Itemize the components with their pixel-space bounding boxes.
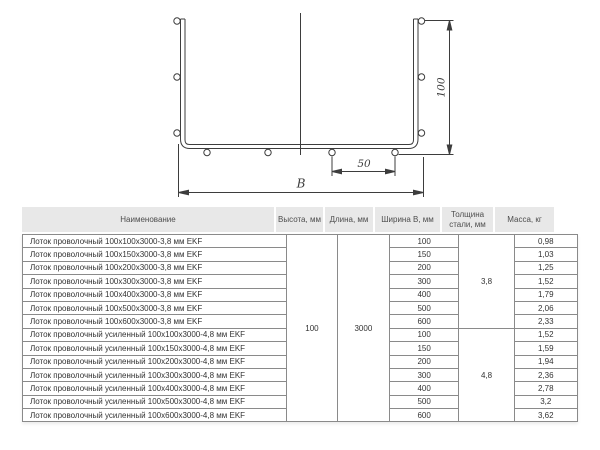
mass-cell: 2,36	[514, 368, 577, 381]
product-name-cell: Лоток проволочный усиленный 100x500x3000-4,8 мм EKF	[23, 395, 287, 408]
width-cell: 150	[389, 248, 459, 261]
product-name-cell: Лоток проволочный 100x500x3000-3,8 мм EKF	[23, 301, 287, 314]
arrow-right-icon	[414, 190, 424, 195]
width-cell: 400	[389, 382, 459, 395]
width-cell: 300	[389, 368, 459, 381]
width-cell: 200	[389, 261, 459, 274]
product-name-cell: Лоток проволочный усиленный 100x200x3000-4,8 мм EKF	[23, 355, 287, 368]
arrow-down-icon	[447, 145, 452, 155]
mass-cell: 2,33	[514, 315, 577, 328]
length-merged-cell: 3000	[337, 235, 389, 422]
width-cell: 150	[389, 342, 459, 355]
tray-outer-contour	[181, 19, 419, 149]
product-name-cell: Лоток проволочный усиленный 100x400x3000-4,8 мм EKF	[23, 382, 287, 395]
mass-cell: 1,52	[514, 328, 577, 341]
arrow-left-icon	[179, 190, 189, 195]
column-header-height: Высота, мм	[276, 207, 323, 232]
mass-cell: 2,78	[514, 382, 577, 395]
height-merged-cell: 100	[286, 235, 337, 422]
mass-cell: 2,06	[514, 301, 577, 314]
width-cell: 500	[389, 395, 459, 408]
table-header	[22, 207, 578, 232]
mass-cell: 1,94	[514, 355, 577, 368]
arrow-right-icon	[386, 169, 396, 174]
column-header-length: Длина, мм	[325, 207, 373, 232]
mass-cell: 1,79	[514, 288, 577, 301]
tray-cross-section-drawing	[0, 0, 600, 205]
thickness-merged-cell: 4,8	[459, 328, 514, 422]
width-cell: 400	[389, 288, 459, 301]
product-name-cell: Лоток проволочный 100x100x3000-3,8 мм EKF	[23, 235, 287, 248]
right-wall-wires	[418, 18, 424, 136]
mass-cell: 1,59	[514, 342, 577, 355]
width-cell: 500	[389, 301, 459, 314]
column-header-mass: Масса, кг	[495, 207, 554, 232]
table-row	[23, 235, 578, 248]
column-header-width: Ширина B, мм	[375, 207, 440, 232]
mass-cell: 1,25	[514, 261, 577, 274]
mass-cell: 3,62	[514, 409, 577, 422]
width-cell: 100	[389, 235, 459, 248]
mass-cell: 1,52	[514, 275, 577, 288]
width-cell: 100	[389, 328, 459, 341]
width-cell: 200	[389, 355, 459, 368]
width-cell: 300	[389, 275, 459, 288]
width-cell: 600	[389, 409, 459, 422]
product-name-cell: Лоток проволочный усиленный 100x600x3000-4,8 мм EKF	[23, 409, 287, 422]
dim-label-pitch-50: 50	[357, 158, 371, 170]
table-body	[22, 234, 578, 422]
mass-cell: 0,98	[514, 235, 577, 248]
mass-cell: 1,03	[514, 248, 577, 261]
product-name-cell: Лоток проволочный 100x400x3000-3,8 мм EKF	[23, 288, 287, 301]
product-name-cell: Лоток проволочный усиленный 100x100x3000-4,8 мм EKF	[23, 328, 287, 341]
dim-label-width-B: B	[296, 176, 306, 191]
product-name-cell: Лоток проволочный 100x150x3000-3,8 мм EKF	[23, 248, 287, 261]
width-cell: 600	[389, 315, 459, 328]
left-wall-wires	[174, 18, 180, 136]
thickness-merged-cell: 3,8	[459, 235, 514, 329]
mass-cell: 3,2	[514, 395, 577, 408]
arrow-left-icon	[332, 169, 342, 174]
product-name-cell: Лоток проволочный усиленный 100x150x3000-4,8 мм EKF	[23, 342, 287, 355]
tray-inner-contour	[185, 19, 414, 145]
tray-drawing-svg	[0, 0, 600, 205]
arrow-up-icon	[447, 21, 452, 31]
product-name-cell: Лоток проволочный 100x200x3000-3,8 мм EKF	[23, 261, 287, 274]
column-header-name: Наименование	[22, 207, 274, 232]
column-header-thickness: Толщина стали, мм	[442, 207, 493, 232]
product-name-cell: Лоток проволочный 100x600x3000-3,8 мм EKF	[23, 315, 287, 328]
product-name-cell: Лоток проволочный усиленный 100x300x3000-4,8 мм EKF	[23, 368, 287, 381]
dim-label-height-100: 100	[435, 77, 448, 98]
spec-table	[22, 207, 578, 422]
product-name-cell: Лоток проволочный 100x300x3000-3,8 мм EKF	[23, 275, 287, 288]
